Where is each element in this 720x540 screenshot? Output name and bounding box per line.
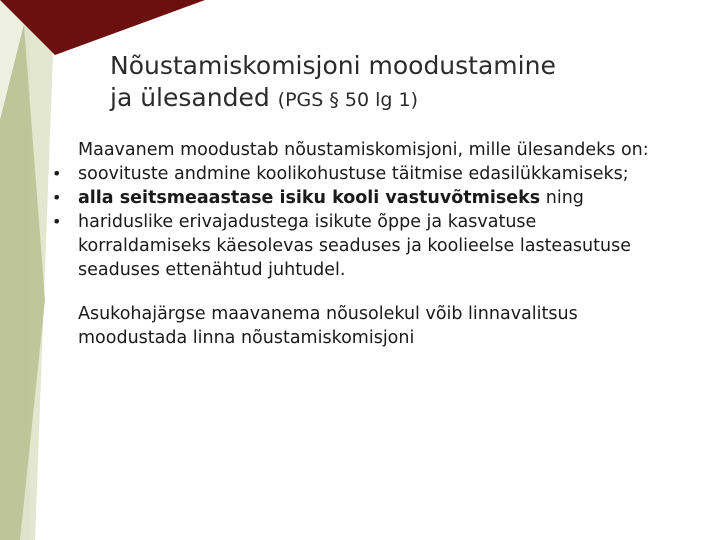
paragraph-spacer bbox=[50, 282, 670, 302]
title-line-2-text: ja ülesanded bbox=[110, 83, 270, 112]
slide-body bbox=[50, 138, 670, 350]
bullet-item bbox=[50, 186, 670, 210]
closing-paragraph: Asukohajärgse maavanema nõusolekul võib linnavalitsus moodustada linna nõustamiskomisjoni bbox=[78, 304, 578, 348]
title-legal-reference: (PGS § 50 lg 1) bbox=[277, 89, 418, 111]
bullet-item bbox=[50, 162, 670, 186]
intro-paragraph: Maavanem moodustab nõustamiskomisjoni, mille ülesandeks on: bbox=[78, 140, 649, 160]
bullet-item bbox=[50, 210, 670, 282]
title-line-1: Nõustamiskomisjoni moodustamine bbox=[110, 51, 556, 80]
bullet-text: soovituste andmine koolikohustuse täitmise edasilükkamiseks; bbox=[78, 164, 629, 184]
bullet-text: ning bbox=[540, 188, 584, 208]
bullet-text: hariduslike erivajadustega isikute õppe ja kasvatuse korraldamiseks käesolevas seaduses ja koolieelse lasteasutuse seaduses ettenähtud juhtudel. bbox=[78, 212, 631, 280]
bullet-dot-icon: • bbox=[52, 188, 62, 207]
bullet-dot-icon: • bbox=[52, 212, 62, 231]
title-line-2 bbox=[110, 82, 670, 116]
slide-title bbox=[110, 50, 670, 116]
bullet-bold-text: alla seitsmeaastase isiku kooli vastuvõtmiseks bbox=[78, 188, 541, 208]
bullet-dot-icon: • bbox=[52, 164, 62, 183]
